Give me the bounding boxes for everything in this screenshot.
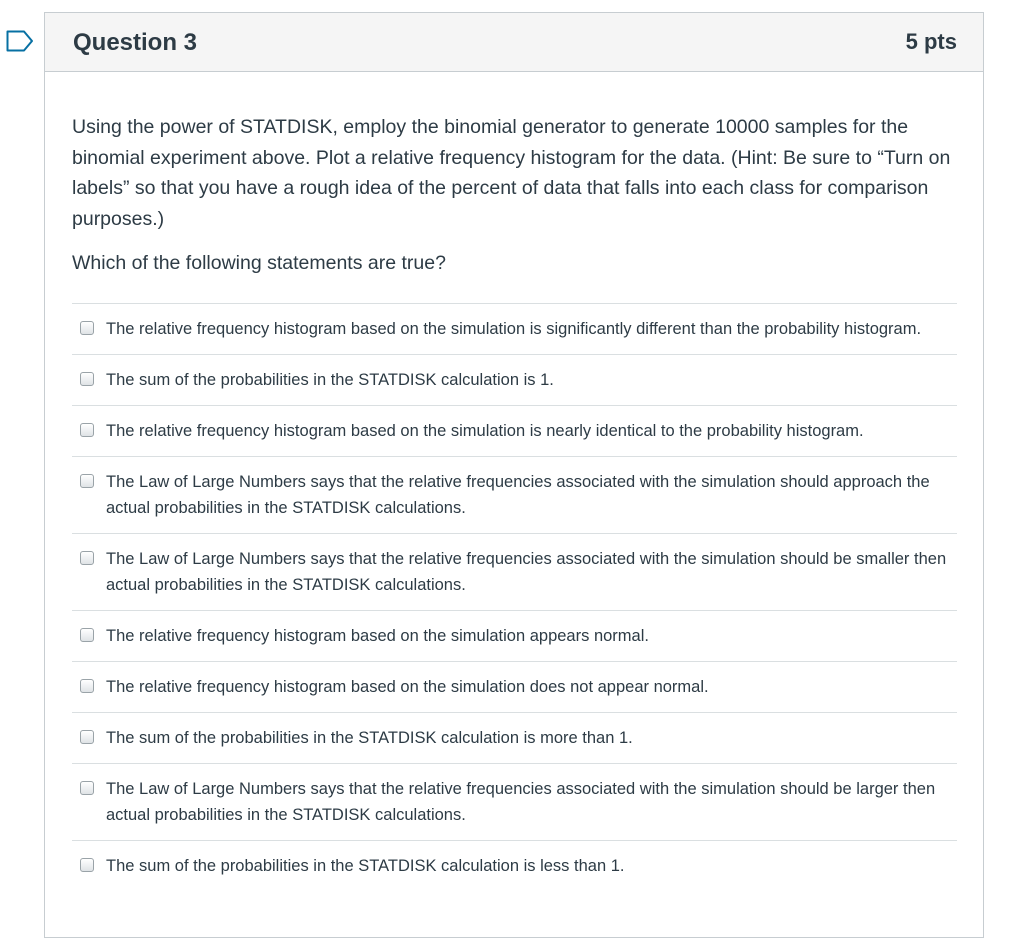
question-points: 5 pts	[905, 29, 957, 54]
answer-checkbox[interactable]	[80, 423, 94, 437]
answer-option[interactable]	[72, 457, 957, 534]
answer-checkbox[interactable]	[80, 679, 94, 693]
answer-option[interactable]	[72, 534, 957, 611]
bookmark-flag-icon[interactable]	[6, 30, 34, 52]
answer-option[interactable]	[72, 304, 957, 355]
answer-label: The relative frequency histogram based on the simulation is significantly different than the probability histogram.	[106, 320, 922, 338]
question-header	[45, 13, 983, 72]
answer-label: The sum of the probabilities in the STATDISK calculation is less than 1.	[106, 857, 625, 875]
answer-option[interactable]	[72, 764, 957, 841]
answer-label: The relative frequency histogram based on the simulation does not appear normal.	[106, 678, 709, 696]
answer-checkbox[interactable]	[80, 321, 94, 335]
answer-label: The relative frequency histogram based on the simulation appears normal.	[106, 627, 649, 645]
answer-option[interactable]	[72, 406, 957, 457]
question-body	[45, 72, 983, 891]
question-card	[44, 12, 984, 938]
answer-checkbox[interactable]	[80, 628, 94, 642]
question-text: Which of the following statements are true?	[72, 252, 446, 274]
answer-label: The relative frequency histogram based on the simulation is nearly identical to the probability histogram.	[106, 422, 864, 440]
answer-label: The sum of the probabilities in the STATDISK calculation is 1.	[106, 371, 554, 389]
question-title: Question 3	[73, 29, 198, 56]
answer-option[interactable]	[72, 355, 957, 406]
answer-checkbox[interactable]	[80, 858, 94, 872]
answer-option[interactable]	[72, 662, 957, 713]
answer-label: The sum of the probabilities in the STATDISK calculation is more than 1.	[106, 729, 633, 747]
answer-option[interactable]	[72, 713, 957, 764]
answer-checkbox[interactable]	[80, 474, 94, 488]
answer-checkbox[interactable]	[80, 781, 94, 795]
answer-option[interactable]	[72, 841, 957, 891]
answer-label: The Law of Large Numbers says that the relative frequencies associated with the simulation should be smaller then actual probabilities in the STATDISK calculations.	[106, 550, 947, 594]
question-prompt: Using the power of STATDISK, employ the binomial generator to generate 10000 samples for the binomial experiment above. Plot a relative frequency histogram for the data. (Hint: Be sure to “Turn on labels” so that you have a rough idea of the percent of data that falls into each class for comparison purposes.)	[72, 116, 951, 230]
answer-list	[72, 303, 957, 891]
answer-label: The Law of Large Numbers says that the relative frequencies associated with the simulation should be larger then actual probabilities in the STATDISK calculations.	[106, 780, 936, 824]
answer-checkbox[interactable]	[80, 372, 94, 386]
answer-checkbox[interactable]	[80, 730, 94, 744]
answer-option[interactable]	[72, 611, 957, 662]
answer-label: The Law of Large Numbers says that the relative frequencies associated with the simulation should approach the actual probabilities in the STATDISK calculations.	[106, 473, 930, 517]
answer-checkbox[interactable]	[80, 551, 94, 565]
